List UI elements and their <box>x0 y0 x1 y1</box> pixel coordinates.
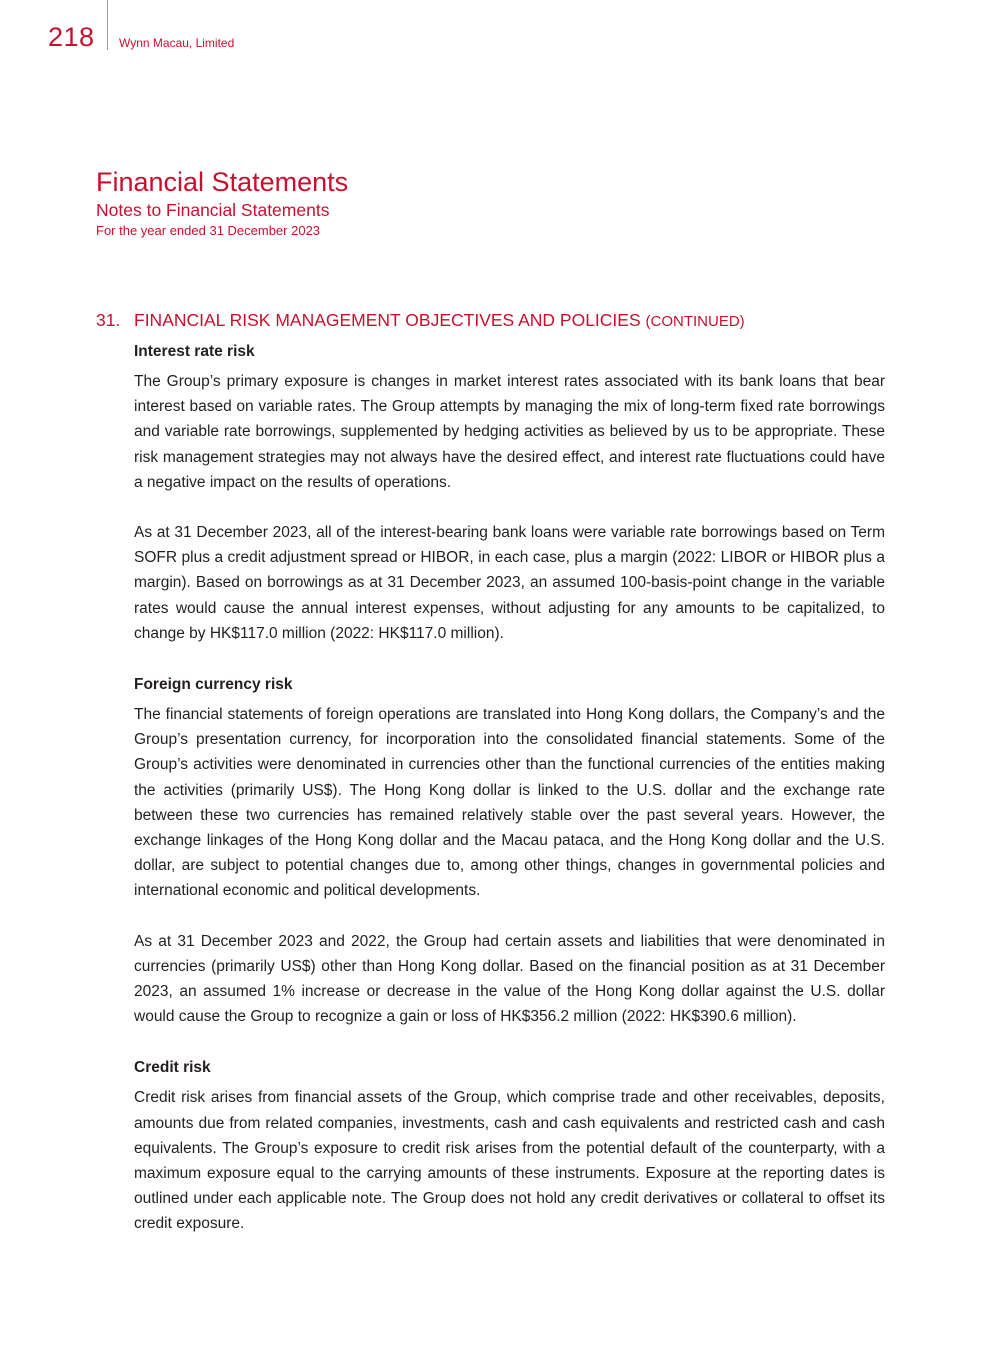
foreign-currency-risk-heading: Foreign currency risk <box>134 676 293 694</box>
title-block <box>96 166 348 240</box>
section-body <box>134 338 885 1262</box>
section-number: 31. <box>96 310 121 330</box>
foreign-currency-risk-paragraph-1: The financial statements of foreign operations are translated into Hong Kong dollars, the Company’s and the Group’s presentation currency, for incorporation into the consolidated financial statements. Some of the Group’s activities were denominated in currencies other than the functional currencies of the entities making the activities (primarily US$). The Hong Kong dollar is linked to the U.S. dollar and the exchange rate between these two currencies has remained relatively stable over the past several years. However, the exchange linkages of the Hong Kong dollar and the Macau pataca, and the Hong Kong dollar and the U.S. dollar, are subject to potential changes due to, among other things, changes in governmental policies and international economic and political developments. <box>134 706 885 900</box>
interest-rate-risk-paragraph-2: As at 31 December 2023, all of the interest-bearing bank loans were variable rate borrowings based on Term SOFR plus a credit adjustment spread or HIBOR, in each case, plus a margin (2022: LIBOR or HIBOR plus a margin). Based on borrowings as at 31 December 2023, an assumed 100-basis-point change in the variable rates would cause the annual interest expenses, without adjusting for any amounts to be capitalized, to change by HK$117.0 million (2022: HK$117.0 million). <box>134 524 885 642</box>
document-subtitle: Notes to Financial Statements <box>96 200 330 220</box>
section-heading <box>96 310 745 331</box>
reporting-period: For the year ended 31 December 2023 <box>96 223 321 238</box>
foreign-currency-risk-paragraph-2: As at 31 December 2023 and 2022, the Group had certain assets and liabilities that were denominated in currencies (primarily US$) other than Hong Kong dollar. Based on the financial position as at 31 December 2023, an assumed 1% increase or decrease in the value of the Hong Kong dollar against the U.S. dollar would cause the Group to recognize a gain or loss of HK$356.2 million (2022: HK$390.6 million). <box>134 932 885 1026</box>
section-continued: (CONTINUED) <box>645 313 745 330</box>
interest-rate-risk-heading: Interest rate risk <box>134 343 255 360</box>
credit-risk-block <box>134 1054 885 1236</box>
credit-risk-heading: Credit risk <box>134 1059 211 1077</box>
company-name: Wynn Macau, Limited <box>119 36 235 50</box>
document-title: Financial Statements <box>96 167 349 197</box>
interest-rate-risk-block <box>134 338 885 646</box>
interest-rate-risk-paragraph-1: The Group’s primary exposure is changes in market interest rates associated with its bank loans that bear interest based on variable rates. The Group attempts by managing the mix of long-term fixed rate borrowings and variable rate borrowings, supplemented by hedging activities as believed by us to be appropriate. These risk management strategies may not always have the desired effect, and interest rate fluctuations could have a negative impact on the results of operations. <box>134 373 885 491</box>
header-divider <box>107 0 108 50</box>
credit-risk-paragraph-1: Credit risk arises from financial assets of the Group, which comprise trade and other receivables, deposits, amounts due from related companies, investments, cash and cash equivalents and restricted cash and cash equivalents. The Group’s exposure to credit risk arises from the potential default of the counterparty, with a maximum exposure equal to the carrying amounts of these instruments. Exposure at the reporting dates is outlined under each applicable note. The Group does not hold any credit derivatives or collateral to offset its credit exposure. <box>134 1089 885 1233</box>
section-title: FINANCIAL RISK MANAGEMENT OBJECTIVES AND POLICIES <box>134 310 641 330</box>
foreign-currency-risk-block <box>134 671 885 1029</box>
page-number: 218 <box>48 22 95 52</box>
